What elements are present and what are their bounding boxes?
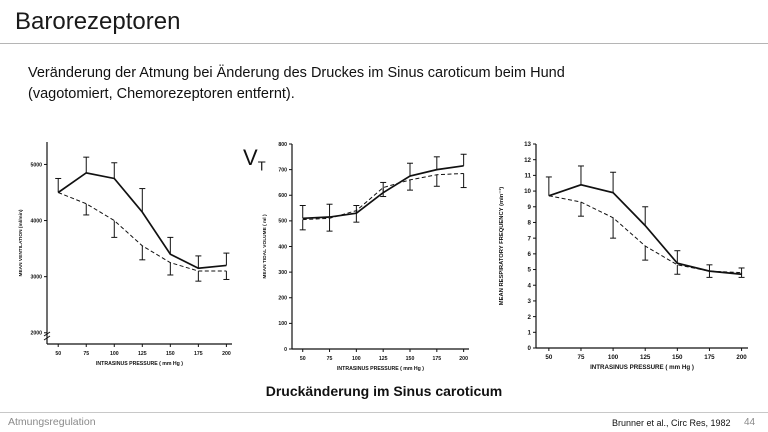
y-tick-label: 3000 xyxy=(30,274,42,281)
y-tick-label: 5000 xyxy=(30,162,42,169)
y-tick-label: 400 xyxy=(278,244,287,251)
y-tick-label: 0 xyxy=(284,346,287,353)
y-tick-label: 300 xyxy=(278,269,287,276)
subtitle-line-2: (vagotomiert, Chemorezeptoren entfernt). xyxy=(28,86,295,102)
page-number: 44 xyxy=(744,417,756,428)
y-tick-label: 8 xyxy=(527,219,531,227)
y-tick-label: 2 xyxy=(527,313,531,321)
figure-caption: Druckänderung im Sinus caroticum xyxy=(265,383,503,399)
x-axis-title: INTRASINUS PRESSURE ( mm Hg ) xyxy=(95,361,184,367)
x-tick-label: 50 xyxy=(299,356,306,362)
y-tick-label: 10 xyxy=(524,188,531,196)
footer-section: Atmungsregulation xyxy=(8,416,96,428)
footer-divider xyxy=(0,412,768,413)
y-axis-title: MEAN RESPIRATORY FREQUENCY (min⁻¹) xyxy=(499,186,505,306)
x-tick-label: 125 xyxy=(378,356,388,362)
y-tick-label: 4 xyxy=(527,282,531,290)
y-tick-label: 200 xyxy=(278,295,287,302)
x-tick-label: 75 xyxy=(326,356,333,362)
y-tick-label: 11 xyxy=(524,172,531,180)
x-axis-title: INTRASINUS PRESSURE ( mm Hg ) xyxy=(590,364,694,371)
subtitle-line-1: Veränderung der Atmung bei Änderung des Druckes im Sinus caroticum beim Hund xyxy=(28,65,565,81)
y-tick-label: 4000 xyxy=(30,218,42,225)
y-tick-label: 600 xyxy=(278,193,287,200)
y-axis-title: MEAN TIDAL VOLUME ( ml ) xyxy=(263,214,268,279)
title-divider xyxy=(0,43,768,44)
x-tick-label: 175 xyxy=(194,351,203,357)
x-tick-label: 125 xyxy=(640,354,651,361)
footer-source: Brunner et al., Circ Res, 1982 xyxy=(612,418,731,428)
x-tick-label: 75 xyxy=(83,351,90,357)
y-tick-label: 700 xyxy=(278,167,287,174)
y-tick-label: 3 xyxy=(527,298,531,306)
y-tick-label: 100 xyxy=(278,321,287,328)
x-tick-label: 75 xyxy=(577,354,585,361)
x-tick-label: 200 xyxy=(459,356,468,362)
series-line-solid xyxy=(549,185,742,274)
x-tick-label: 150 xyxy=(166,351,175,357)
vt-letter: V xyxy=(243,145,258,170)
chart-ventilation xyxy=(0,130,250,380)
slide-title: Barorezeptoren xyxy=(15,8,181,35)
chart-respiratory-frequency xyxy=(488,130,758,380)
y-tick-label: 12 xyxy=(524,156,531,164)
x-tick-label: 125 xyxy=(137,351,147,357)
y-tick-label: 500 xyxy=(278,218,287,225)
x-tick-label: 175 xyxy=(432,356,442,362)
y-tick-label: 5 xyxy=(527,266,531,274)
x-tick-label: 50 xyxy=(545,354,553,361)
chart-tidal-volume xyxy=(255,130,480,380)
y-tick-label: 13 xyxy=(524,141,531,149)
y-tick-label: 800 xyxy=(278,141,287,148)
x-tick-label: 150 xyxy=(672,354,683,361)
x-tick-label: 150 xyxy=(405,356,415,362)
y-tick-label: 6 xyxy=(527,251,531,259)
x-tick-label: 50 xyxy=(55,351,62,357)
x-axis-title: INTRASINUS PRESSURE ( mm Hg ) xyxy=(336,366,425,372)
x-tick-label: 100 xyxy=(352,356,361,362)
y-tick-label: 7 xyxy=(527,235,531,243)
x-tick-label: 175 xyxy=(704,354,715,361)
y-tick-label: 2000 xyxy=(30,330,42,337)
y-axis-title: MEAN VENTILATION (ml/min) xyxy=(19,209,24,277)
y-tick-label: 9 xyxy=(527,203,531,211)
x-tick-label: 200 xyxy=(736,354,747,361)
y-tick-label: 1 xyxy=(527,329,531,337)
y-tick-label: 0 xyxy=(527,345,531,353)
vt-subscript: T xyxy=(257,158,266,174)
x-tick-label: 100 xyxy=(607,354,619,361)
slide-subtitle xyxy=(28,63,728,105)
x-tick-label: 200 xyxy=(222,351,231,357)
vt-label xyxy=(243,145,266,173)
x-tick-label: 100 xyxy=(109,351,119,357)
